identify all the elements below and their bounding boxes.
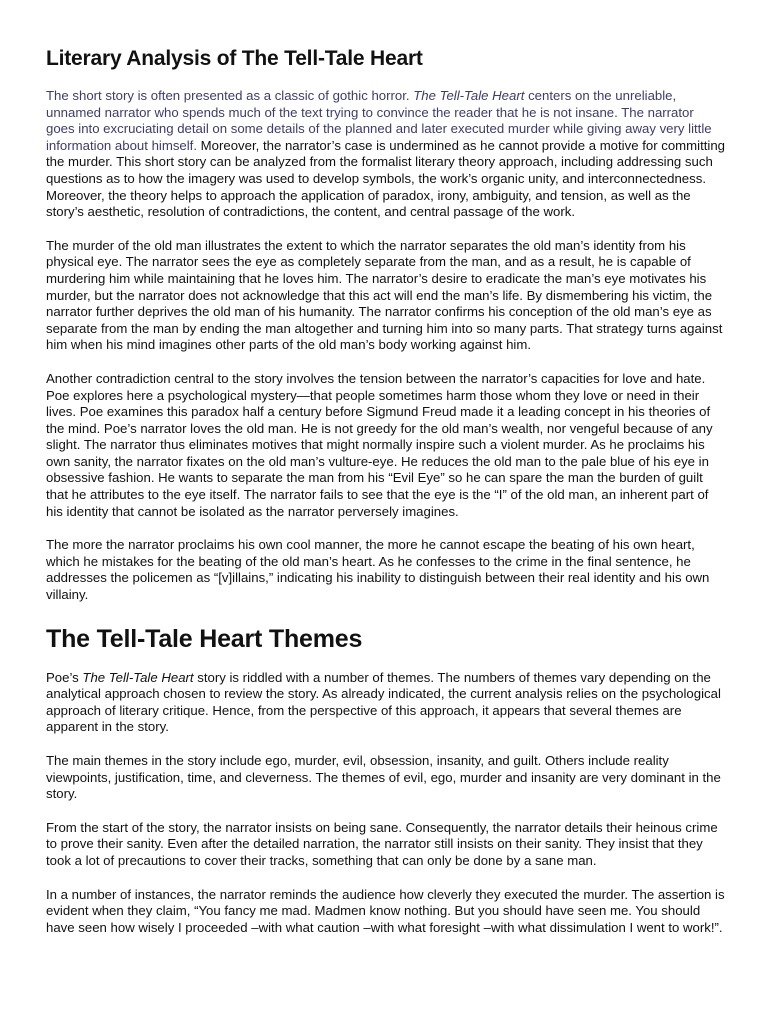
intro-link-rest: centers on the unreliable, unnamed narrator who spends much of the text trying to convince the reader that he is not insane. The narrator goes into excruciating detail on some details of the planned and later executed murder while giving away very little information about himself. <box>46 88 712 153</box>
section-heading-themes: The Tell-Tale Heart Themes <box>46 624 363 653</box>
intro-link-title: The Tell-Tale Heart <box>413 88 525 103</box>
themes-intro-lead: Poe’s <box>46 669 83 685</box>
paragraph-cleverness: In a number of instances, the narrator reminds the audience how cleverly they executed the murder. The assertion is evident when they claim, “You fancy me mad. Madmen know nothing. But you should have seen me. You should have seen how wisely I proceeded –with what caution –with what foresight –with what dissimulation I went to work!”. <box>46 886 725 935</box>
paragraph-themes-intro <box>46 670 726 736</box>
intro-rest: Moreover, the narrator’s case is undermined as he cannot provide a motive for committing the murder. This short story can be analyzed from the formalist literary theory approach, including addressing such questions as to how the imagery was used to develop symbols, the work’s organic unity, and interconnectedness. Moreover, the theory helps to approach the application of paradox, irony, ambiguity, and tension, as well as the story’s aesthetic, resolution of contradictions, the content, and central passage of the work. <box>46 137 726 220</box>
intro-link-lead: The short story is often presented as a classic of gothic horror. <box>46 88 414 103</box>
paragraph-sanity: From the start of the story, the narrator insists on being sane. Consequently, the narrator details their heinous crime to prove their sanity. Even after the detailed narration, the narrator still insists on their sanity. They insist that they took a lot of precautions to cover their tracks, something that can only be done by a sane man. <box>46 819 718 868</box>
paragraph-heartbeat: The more the narrator proclaims his own cool manner, the more he cannot escape the beating of his own heart, which he mistakes for the beating of the old man’s heart. As he confesses to the crime in the final sentence, he addresses the policemen as “[v]illains,” indicating his inability to distinguish between their real identity and his own villainy. <box>46 537 710 603</box>
paragraph-eye: The murder of the old man illustrates the extent to which the narrator separates the old man’s identity from his physical eye. The narrator sees the eye as completely separate from the man, and as a result, he is capable of murdering him while maintaining that he loves him. The narrator’s desire to eradicate the man’s eye motivates his murder, but the narrator does not acknowledge that this act will end the man’s life. By dismembering his victim, the narrator further deprives the old man of his humanity. The narrator confirms his conception of the old man’s eye as separate from the man by ending the man altogether and turning him into so many parts. That strategy turns against him when his mind imagines other parts of the old man’s body working against him. <box>46 237 723 353</box>
paragraph-contradiction: Another contradiction central to the story involves the tension between the narrator’s capacities for love and hate. Poe explores here a psychological mystery—that people sometimes harm those whom they love or need in their lives. Poe examines this paradox half a century before Sigmund Freud made it a leading concept in his theories of the mind. Poe’s narrator loves the old man. He is not greedy for the old man’s wealth, nor vengeful because of any slight. The narrator thus eliminates motives that might normally inspire such a violent murder. As he proclaims his own sanity, the narrator fixates on the old man’s vulture-eye. He reduces the old man to the pale blue of his eye in obsessive fashion. He wants to separate the man from his “Evil Eye” so he can spare the man the burden of guilt that he attributes to the eye itself. The narrator fails to see that the eye is the “I” of the old man, an inherent part of his identity that cannot be isolated as the narrator perversely imagines. <box>46 370 713 519</box>
themes-intro-title: The Tell-Tale Heart <box>82 669 194 685</box>
themes-intro-rest: story is riddled with a number of themes. The numbers of themes vary depending on the analytical approach chosen to review the story. As already indicated, the current analysis relies on the psychological approach of literary critique. Hence, from the perspective of this approach, it appears that several themes are apparent in the story. <box>46 669 721 735</box>
page-title: Literary Analysis of The Tell-Tale Heart <box>46 47 423 70</box>
paragraph-intro <box>46 88 726 221</box>
paragraph-main-themes: The main themes in the story include ego, murder, evil, obsession, insanity, and guilt. Others include reality viewpoints, justification, time, and cleverness. The themes of evil, ego, murder and insanity are very dominant in the story. <box>46 753 721 802</box>
document-page <box>46 44 726 953</box>
